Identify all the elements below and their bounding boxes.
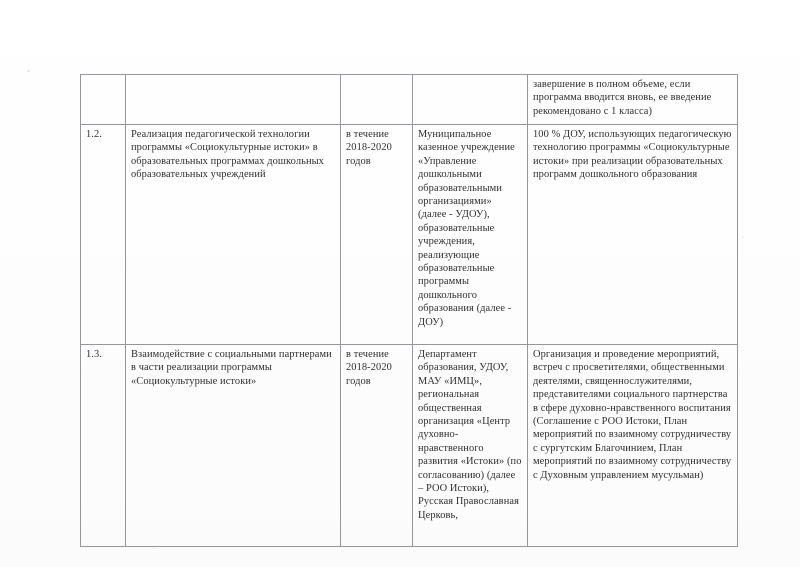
cell-executor: Департамент образования, УДОУ, МАУ «ИМЦ», региональная общественная организация «Центр духовно-нравственного развития «Истоки» (по согласованию) (далее – РОО Истоки), Русская Православная Церковь, — [413, 345, 528, 547]
table-row — [81, 345, 738, 547]
table-row — [81, 125, 738, 345]
table-row — [81, 75, 738, 125]
scan-artifact-speck — [152, 548, 155, 549]
cell-term: в течение 2018-2020 годов — [341, 125, 413, 345]
cell-term: в течение 2018-2020 годов — [341, 345, 413, 547]
cell-event: Взаимодействие с социальными партнерами в части реализации программы «Социокультурные истоки» — [126, 345, 341, 547]
cell-number — [81, 75, 126, 125]
document-table — [80, 74, 738, 547]
cell-executor: Муниципальное казенное учреждение «Управление дошкольными образовательными организациями» (далее - УДОУ), образовательные учреждения, реализующие образовательные программы дошкольного образования (далее - ДОУ) — [413, 125, 528, 345]
cell-number: 1.3. — [81, 345, 126, 547]
scan-artifact-speck — [742, 236, 744, 238]
cell-event: Реализация педагогической технологии программы «Социокультурные истоки» в образовательных программах дошкольных образовательных учреждений — [126, 125, 341, 345]
cell-result: 100 % ДОУ, использующих педагогическую технологию программы «Социокультурные истоки» при реализации образовательных программ дошкольного образования — [528, 125, 738, 345]
scan-artifact-speck — [27, 70, 30, 72]
cell-term — [341, 75, 413, 125]
cell-result: завершение в полном объеме, если программа вводится вновь, ее введение рекомендовано с 1 класса) — [528, 75, 738, 125]
cell-executor — [413, 75, 528, 125]
cell-number: 1.2. — [81, 125, 126, 345]
cell-result: Организация и проведение мероприятий, встреч с просветителями, общественными деятелями, священнослужителями, представителями социального партнерства в сфере духовно-нравственного воспитания (Соглашение с РОО Истоки, План мероприятий по взаимному сотрудничеству с сургутским Благочинием, План мероприятий по взаимному сотрудничеству с Духовным управлением мусульман) — [528, 345, 738, 547]
cell-event — [126, 75, 341, 125]
